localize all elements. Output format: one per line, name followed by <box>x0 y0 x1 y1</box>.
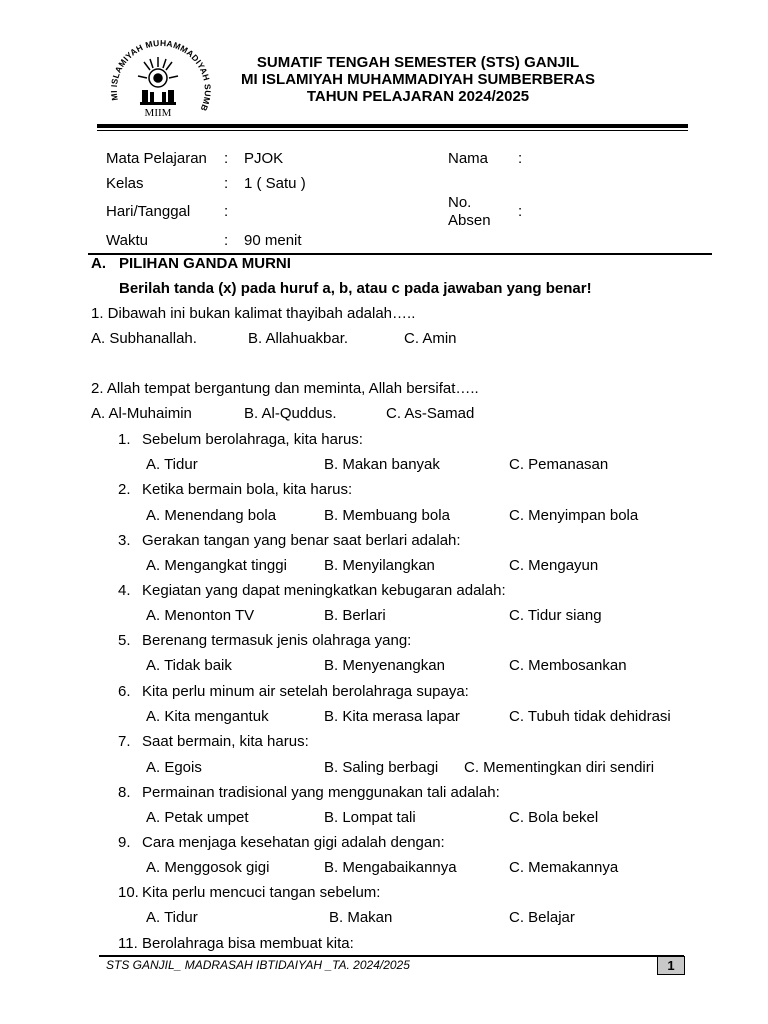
question-8-option-c: C. Bola bekel <box>509 809 599 826</box>
pre-question-2-option-b: B. Al-Quddus. <box>244 405 337 422</box>
question-6-option-a: A. Kita mengantuk <box>146 708 269 725</box>
question-1-option-c: C. Pemanasan <box>509 456 609 473</box>
question-1-option-a: A. Tidur <box>146 456 198 473</box>
question-4-option-c: C. Tidur siang <box>509 607 602 624</box>
logo-ring-text: MI ISLAMIYAH MUHAMMADIYAH SUMB <box>108 37 213 113</box>
absen-label-line1: No. <box>448 194 472 211</box>
question-3-text: Gerakan tangan yang benar saat berlari adalah: <box>142 532 461 549</box>
pre-question-2: 2. Allah tempat bergantung dan meminta, Allah bersifat….. <box>91 380 479 397</box>
title-line-2: MI ISLAMIYAH MUHAMMADIYAH SUMBERBERAS <box>241 71 595 88</box>
question-3-number: 3. <box>118 532 131 549</box>
section-instruction: Berilah tanda (x) pada huruf a, b, atau c pada jawaban yang benar! <box>119 280 592 297</box>
question-8-text: Permainan tradisional yang menggunakan tali adalah: <box>142 784 500 801</box>
question-5-option-c: C. Membosankan <box>509 657 627 674</box>
question-1-option-b: B. Makan banyak <box>324 456 440 473</box>
page-number: 1 <box>657 956 685 975</box>
question-9-option-c: C. Memakannya <box>509 859 619 876</box>
question-3-option-c: C. Mengayun <box>509 557 599 574</box>
question-11-number: 11. <box>118 935 138 952</box>
question-7-option-b: B. Saling berbagi <box>324 759 439 776</box>
question-5-number: 5. <box>118 632 131 649</box>
question-9-number: 9. <box>118 834 131 851</box>
footer-rule <box>99 955 684 957</box>
question-6-option-b: B. Kita merasa lapar <box>324 708 460 725</box>
question-2-option-c: C. Menyimpan bola <box>509 507 639 524</box>
question-4-text: Kegiatan yang dapat meningkatkan kebugaran adalah: <box>142 582 506 599</box>
mapel-label: Mata Pelajaran <box>106 150 207 167</box>
question-8-option-a: A. Petak umpet <box>146 809 249 826</box>
mapel-colon: : <box>224 150 229 167</box>
section-heading: PILIHAN GANDA MURNI <box>119 255 291 272</box>
kelas-label: Kelas <box>106 175 144 192</box>
question-2-text: Ketika bermain bola, kita harus: <box>142 481 353 498</box>
title-line-1: SUMATIF TENGAH SEMESTER (STS) GANJIL <box>256 54 580 71</box>
title-line-3: TAHUN PELAJARAN 2024/2025 <box>306 88 530 105</box>
absen-label-line2: Absen <box>448 212 491 229</box>
hari-label: Hari/Tanggal <box>106 203 191 220</box>
question-3-option-b: B. Menyilangkan <box>324 557 435 574</box>
question-9-text: Cara menjaga kesehatan gigi adalah dengan: <box>142 834 445 851</box>
question-10-option-c: C. Belajar <box>509 909 575 926</box>
question-7-number: 7. <box>118 733 131 750</box>
kelas-colon: : <box>224 175 229 192</box>
question-7-option-a: A. Egois <box>146 759 202 776</box>
header-rule-thin <box>97 130 688 131</box>
waktu-label: Waktu <box>106 232 148 249</box>
section-letter: A. <box>91 255 106 272</box>
question-8-option-b: B. Lompat tali <box>324 809 416 826</box>
question-5-text: Berenang termasuk jenis olahraga yang: <box>142 632 412 649</box>
question-4-number: 4. <box>118 582 131 599</box>
question-1-text: Sebelum berolahraga, kita harus: <box>142 431 363 448</box>
question-6-number: 6. <box>118 683 131 700</box>
question-2-option-b: B. Membuang bola <box>324 507 450 524</box>
question-10-number: 10. <box>118 884 139 901</box>
waktu-colon: : <box>224 232 229 249</box>
nama-label: Nama <box>448 150 489 167</box>
waktu-value: 90 menit <box>244 232 302 249</box>
pre-question-1-option-b: B. Allahuakbar. <box>248 330 349 347</box>
pre-question-1: 1. Dibawah ini bukan kalimat thayibah adalah….. <box>91 305 416 322</box>
question-2-number: 2. <box>118 481 131 498</box>
question-2-option-a: A. Menendang bola <box>146 507 277 524</box>
question-5-option-b: B. Menyenangkan <box>324 657 445 674</box>
question-10-option-a: A. Tidur <box>146 909 198 926</box>
logo-abbr: MIIM <box>144 107 172 119</box>
question-9-option-a: A. Menggosok gigi <box>146 859 270 876</box>
question-1-number: 1. <box>118 431 131 448</box>
school-logo <box>96 30 220 126</box>
footer-text: STS GANJIL_ MADRASAH IBTIDAIYAH _TA. 2024/2025 <box>106 958 410 972</box>
question-3-option-a: A. Mengangkat tinggi <box>146 557 287 574</box>
question-7-option-c: C. Mementingkan diri sendiri <box>464 759 655 776</box>
hari-colon: : <box>224 203 229 220</box>
question-11-text: Berolahraga bisa membuat kita: <box>142 935 354 952</box>
pre-question-1-option-c: C. Amin <box>404 330 457 347</box>
pre-question-2-option-a: A. Al-Muhaimin <box>91 405 192 422</box>
kelas-value: 1 ( Satu ) <box>244 175 306 192</box>
question-8-number: 8. <box>118 784 131 801</box>
question-4-option-b: B. Berlari <box>324 607 386 624</box>
question-6-option-c: C. Tubuh tidak dehidrasi <box>509 708 671 725</box>
pre-question-1-option-a: A. Subhanallah. <box>91 330 197 347</box>
question-7-text: Saat bermain, kita harus: <box>142 733 309 750</box>
nama-colon: : <box>518 150 523 167</box>
mapel-value: PJOK <box>244 150 284 167</box>
question-10-option-b: B. Makan <box>329 909 393 926</box>
question-10-text: Kita perlu mencuci tangan sebelum: <box>142 884 381 901</box>
absen-colon: : <box>518 203 523 220</box>
question-9-option-b: B. Mengabaikannya <box>324 859 457 876</box>
question-5-option-a: A. Tidak baik <box>146 657 232 674</box>
question-6-text: Kita perlu minum air setelah berolahraga supaya: <box>142 683 469 700</box>
pre-question-2-option-c: C. As-Samad <box>386 405 475 422</box>
question-4-option-a: A. Menonton TV <box>146 607 255 624</box>
header-rule-thick <box>97 124 688 128</box>
